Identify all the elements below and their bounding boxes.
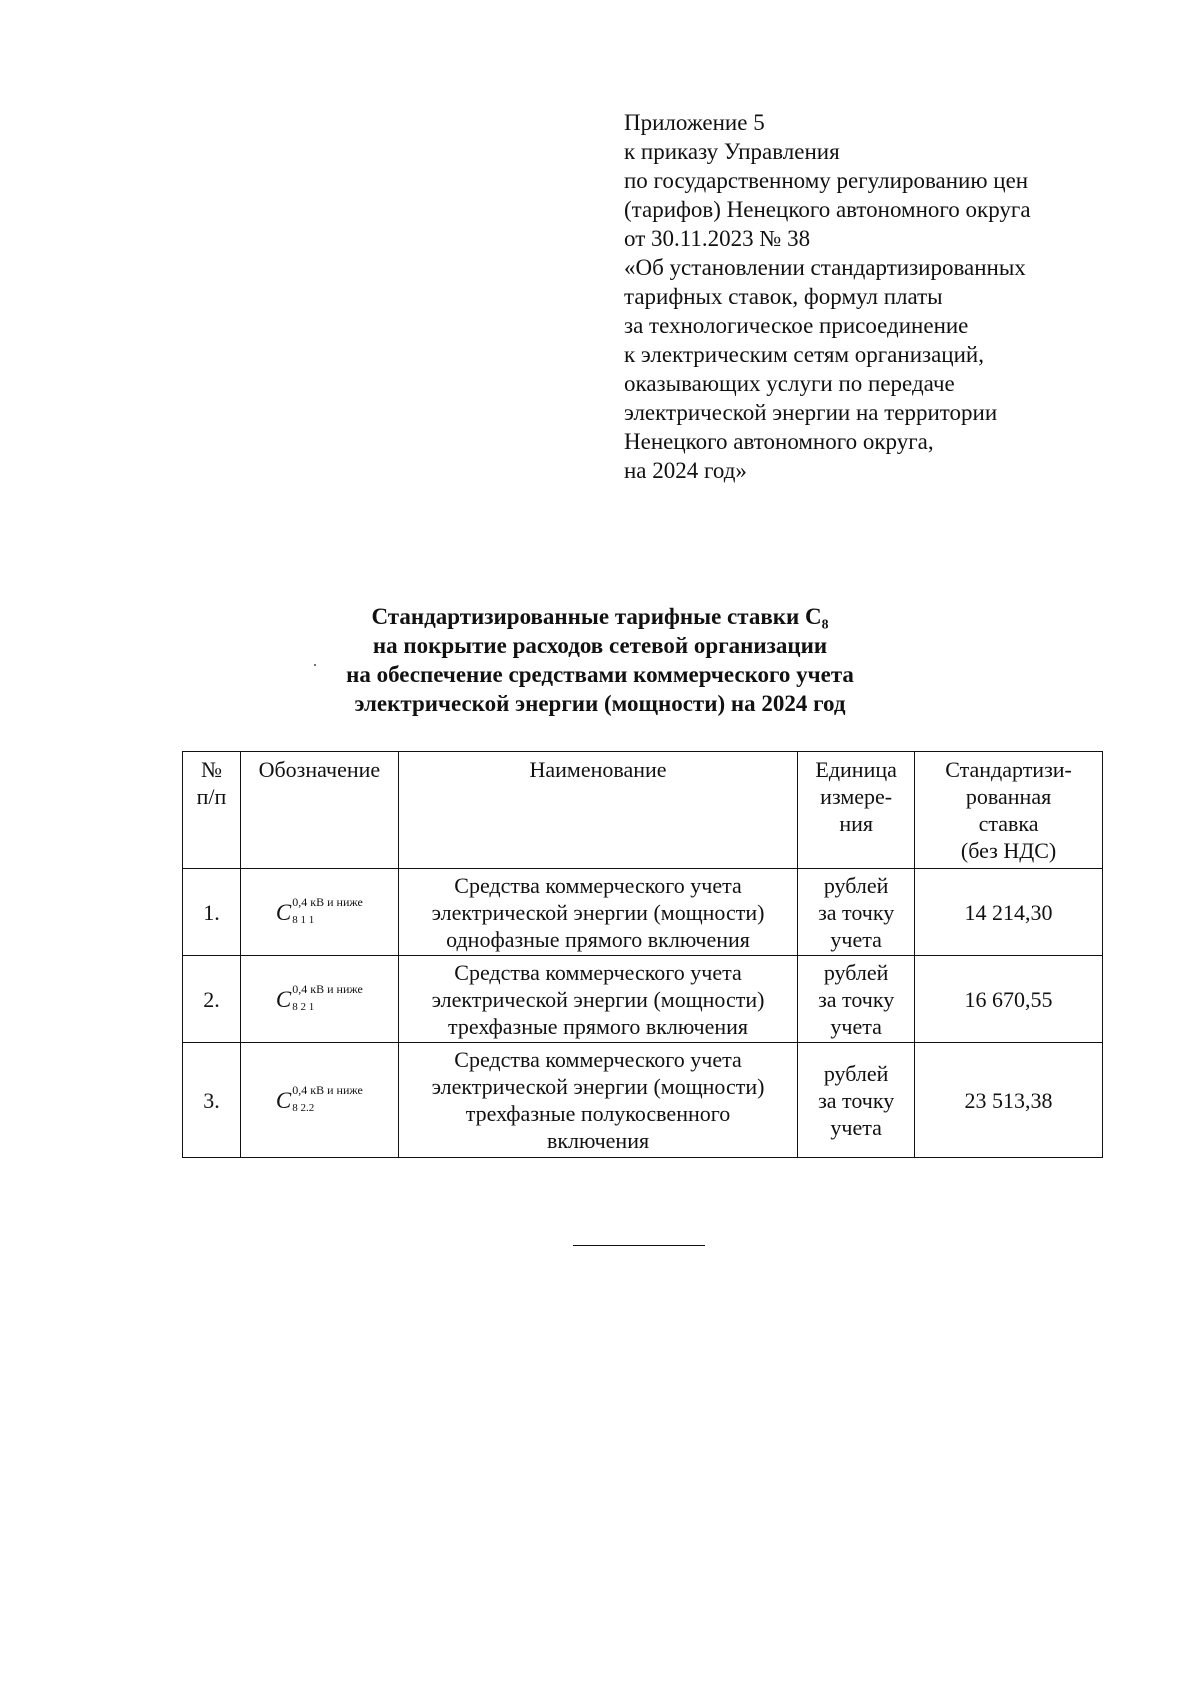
unit-line: за точку [818,899,895,925]
unit-line: рублей [823,872,889,898]
header-rate [915,752,1103,869]
document-title [250,602,950,718]
cell-num: 2. [183,956,241,1043]
unit-line: за точку [818,1087,895,1113]
appendix-line: по государственному регулированию цен [624,168,1029,193]
cell-unit [798,1043,915,1158]
appendix-header [624,108,1094,485]
cell-name [398,956,797,1043]
unit-line: учета [830,1013,882,1039]
cell-rate: 14 214,30 [915,869,1103,956]
name-line: трехфазные полукосвенного [465,1101,731,1126]
appendix-line: Приложение 5 [624,110,765,135]
name-line: Средства коммерческого учета [454,959,742,985]
header-text: рованная [965,784,1052,809]
appendix-line: от 30.11.2023 № 38 [624,226,811,251]
symbol-base: C [275,1087,292,1113]
header-num [183,752,241,869]
table-row [183,956,1103,1043]
cell-designation [240,869,398,956]
appendix-line: Ненецкого автономного округа, [624,429,934,454]
name-line: однофазные прямого включения [446,926,750,952]
header-unit [798,752,915,869]
appendix-line: «Об установлении стандартизированных [624,255,1026,280]
tariff-symbol [275,895,363,926]
header-name [398,752,797,869]
symbol-subscript: 8 1 1 [292,914,315,926]
symbol-base: C [275,899,292,925]
tariff-symbol [275,982,363,1013]
tariff-rates-table [182,751,1103,1158]
name-line: Средства коммерческого учета [454,872,742,898]
header-text: (без НДС) [960,838,1057,863]
appendix-line: тарифных ставок, формул платы [624,284,943,309]
appendix-line: на 2024 год» [624,458,747,483]
cell-designation [240,956,398,1043]
cell-name [398,1043,797,1158]
header-text: Стандартизи- [945,757,1072,782]
title-line: на обеспечение средствами коммерческого учета [346,662,854,687]
cell-name [398,869,797,956]
name-line: электрической энергии (мощности) [431,1074,765,1099]
symbol-superscript: 0,4 кВ и ниже [292,982,363,996]
unit-line: учета [830,926,882,952]
name-line: электрической энергии (мощности) [431,986,765,1012]
title-line: электрической энергии (мощности) на 2024 год [354,691,846,716]
name-line: электрической энергии (мощности) [431,899,765,925]
symbol-subscript: 8 2.2 [292,1102,315,1114]
header-text: Обозначение [258,757,381,782]
cell-num: 1. [183,869,241,956]
unit-line: учета [830,1114,882,1140]
header-text: Единица [815,757,897,782]
title-line: Стандартизированные тарифные ставки С₈ [371,604,829,629]
table-header-row [183,752,1103,869]
scan-speck [314,664,316,666]
cell-rate: 16 670,55 [915,956,1103,1043]
table-row [183,1043,1103,1158]
appendix-line: к электрическим сетям организаций, [624,342,984,367]
symbol-superscript: 0,4 кВ и ниже [292,1083,363,1097]
header-text: ставка [978,811,1039,836]
appendix-line: к приказу Управления [624,139,840,164]
cell-num: 3. [183,1043,241,1158]
symbol-base: C [275,986,292,1012]
header-text: измере- [820,784,893,809]
unit-line: рублей [823,959,889,985]
tariff-symbol [275,1083,363,1114]
symbol-superscript: 0,4 кВ и ниже [292,895,363,909]
appendix-line: за технологическое присоединение [624,313,969,338]
name-line: Средства коммерческого учета [454,1047,742,1072]
name-line: трехфазные прямого включения [448,1013,749,1039]
header-text: Наименование [529,757,667,782]
end-divider [573,1245,705,1246]
unit-line: рублей [823,1060,889,1086]
appendix-line: оказывающих услуги по передаче [624,371,955,396]
header-text: п/п [196,784,227,809]
cell-designation [240,1043,398,1158]
header-text: ния [839,811,873,836]
cell-rate: 23 513,38 [915,1043,1103,1158]
cell-unit [798,956,915,1043]
header-designation [240,752,398,869]
cell-unit [798,869,915,956]
header-text: № [200,757,222,782]
appendix-line: (тарифов) Ненецкого автономного округа [624,197,1031,222]
symbol-subscript: 8 2 1 [292,1001,315,1013]
table-row [183,869,1103,956]
name-line: включения [546,1128,650,1153]
appendix-line: электрической энергии на территории [624,400,998,425]
title-line: на покрытие расходов сетевой организации [372,633,828,658]
unit-line: за точку [818,986,895,1012]
